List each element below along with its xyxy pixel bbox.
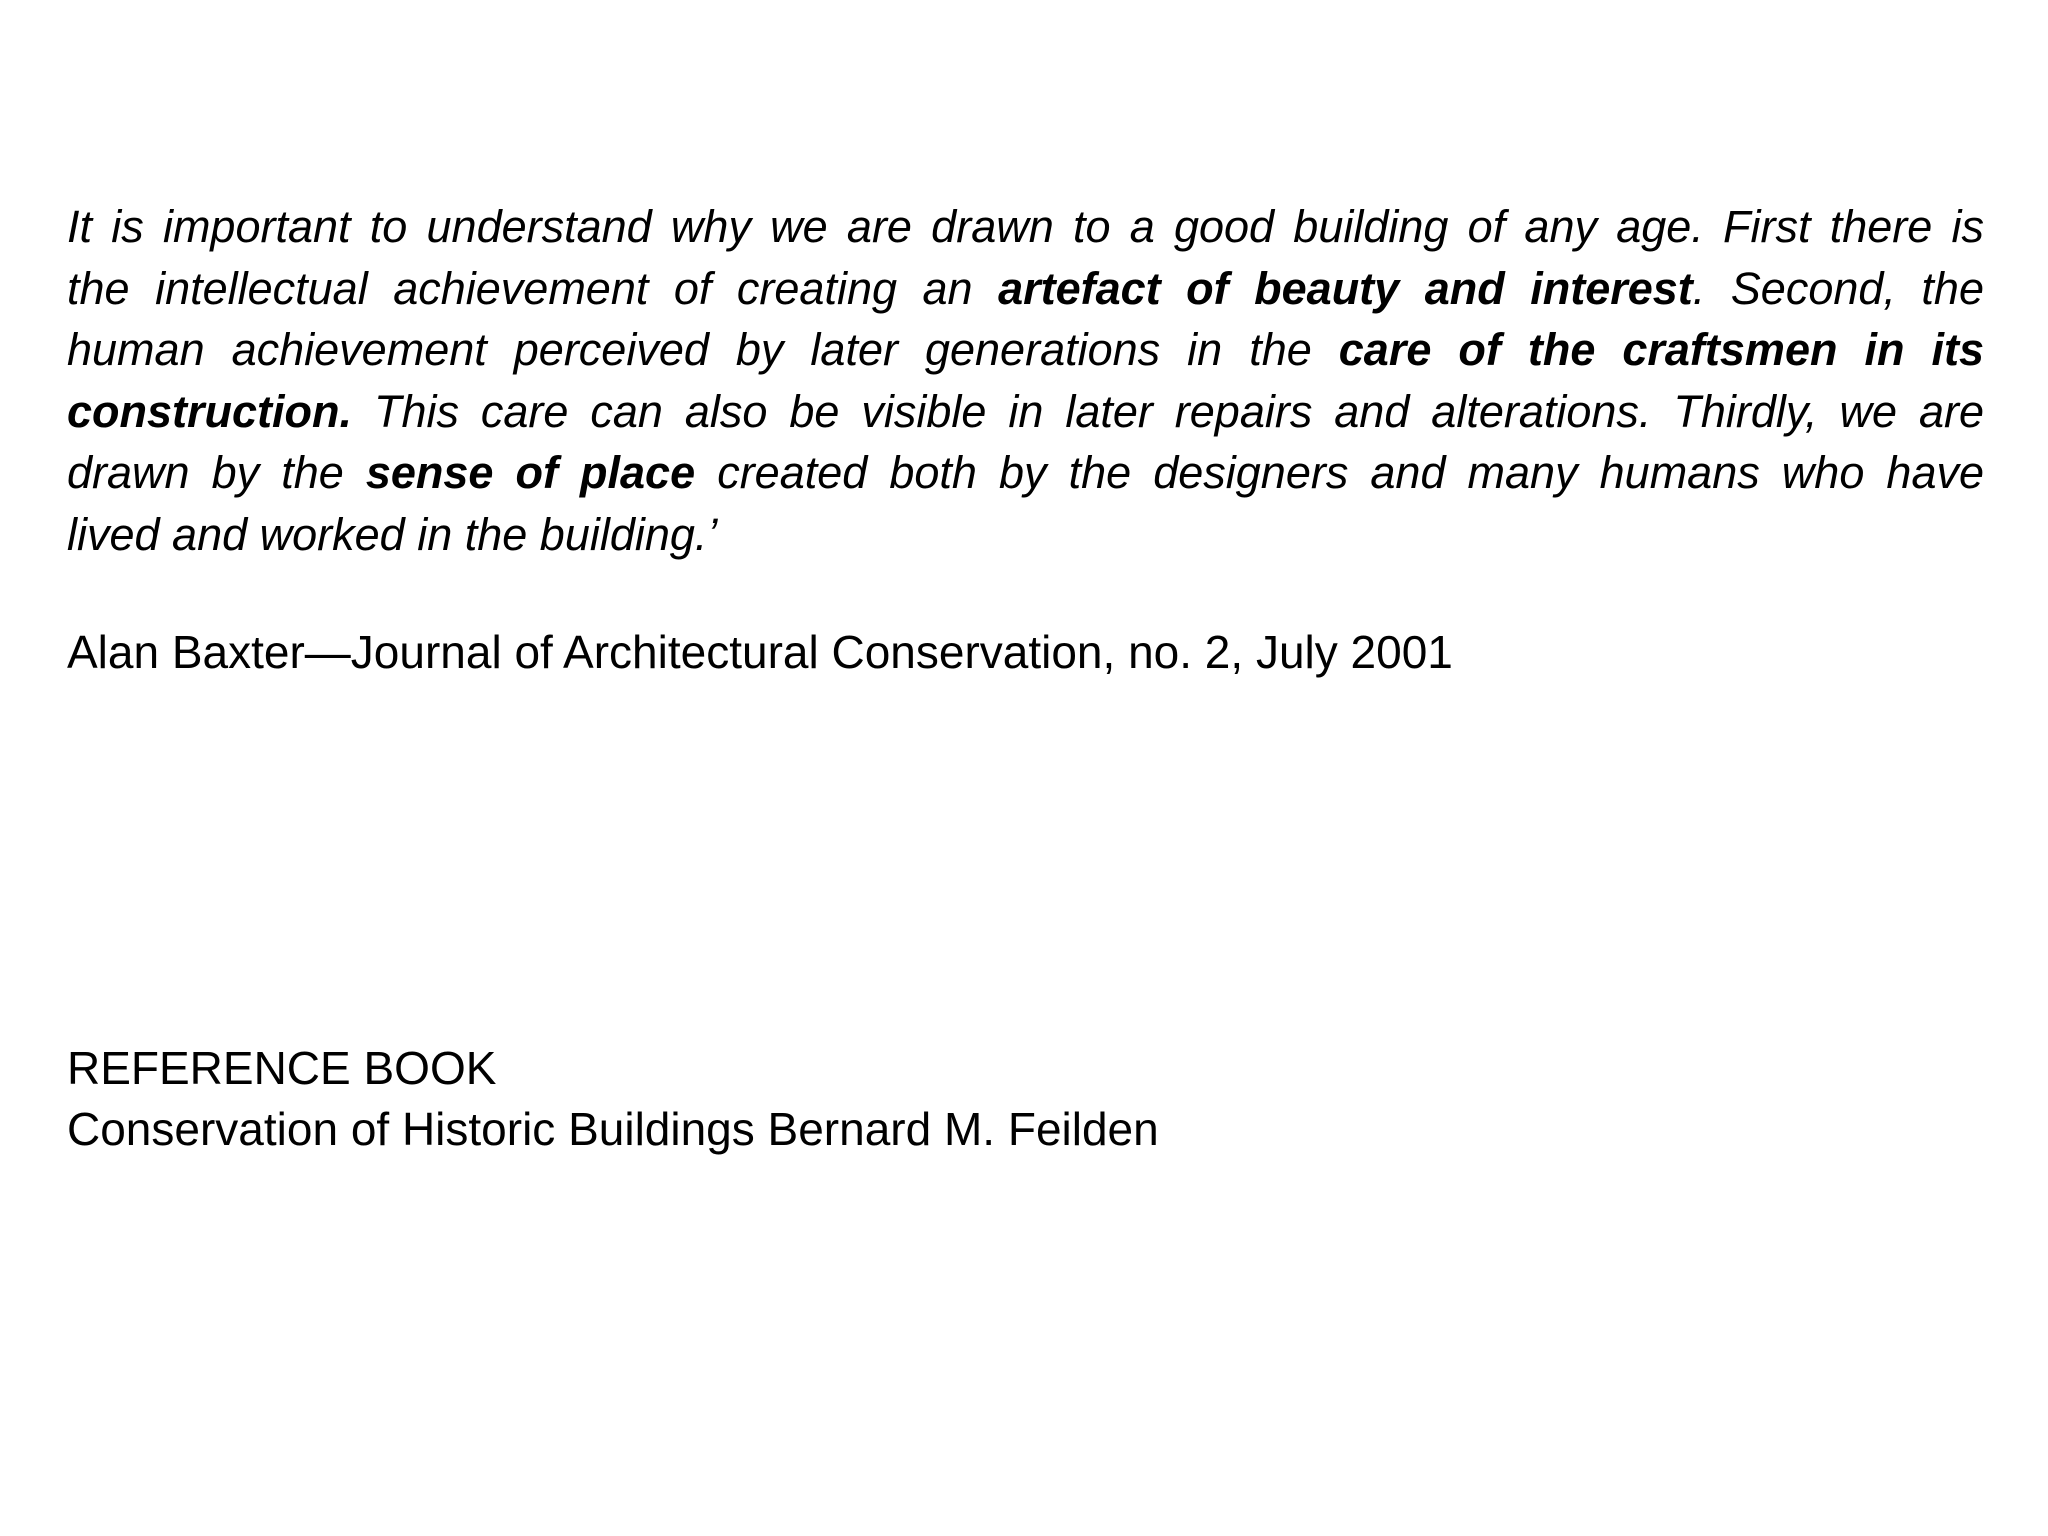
reference-section	[67, 1038, 1159, 1160]
quote-emphasis: sense of place	[365, 447, 696, 498]
reference-heading: REFERENCE BOOK	[67, 1042, 497, 1094]
quote-line	[67, 381, 1984, 443]
quote-line	[67, 319, 1984, 381]
quote-line	[67, 196, 1984, 258]
quote-line	[67, 442, 1984, 504]
quote-attribution: Alan Baxter—Journal of Architectural Conservation, no. 2, July 2001	[67, 626, 1453, 678]
quote-line	[67, 258, 1984, 320]
quote-emphasis: care of the craftsmen in its	[1338, 324, 1984, 375]
quote-paragraph	[67, 196, 1984, 565]
reference-title: Conservation of Historic Buildings Bernard M. Feilden	[67, 1103, 1159, 1155]
quote-text: This care can also be visible in later repairs and alterations. Thirdly, we are	[352, 385, 1984, 437]
quote-text: lived and worked in the building.’	[67, 508, 718, 560]
quote-text: human achievement perceived by later generations in the	[67, 324, 1339, 375]
quote-text: It is important to understand why we are drawn to a good building of any age. First there is	[67, 201, 1984, 252]
quote-text: created both by the designers and many humans who have	[695, 447, 1984, 498]
quote-line	[67, 504, 1984, 566]
quote-emphasis: artefact of beauty and interest	[998, 262, 1693, 314]
quote-text: the intellectual achievement of creating an	[67, 262, 999, 314]
quote-text: drawn by the	[67, 447, 366, 498]
quote-emphasis: construction.	[67, 385, 353, 437]
quote-text: . Second, the	[1692, 262, 1984, 314]
